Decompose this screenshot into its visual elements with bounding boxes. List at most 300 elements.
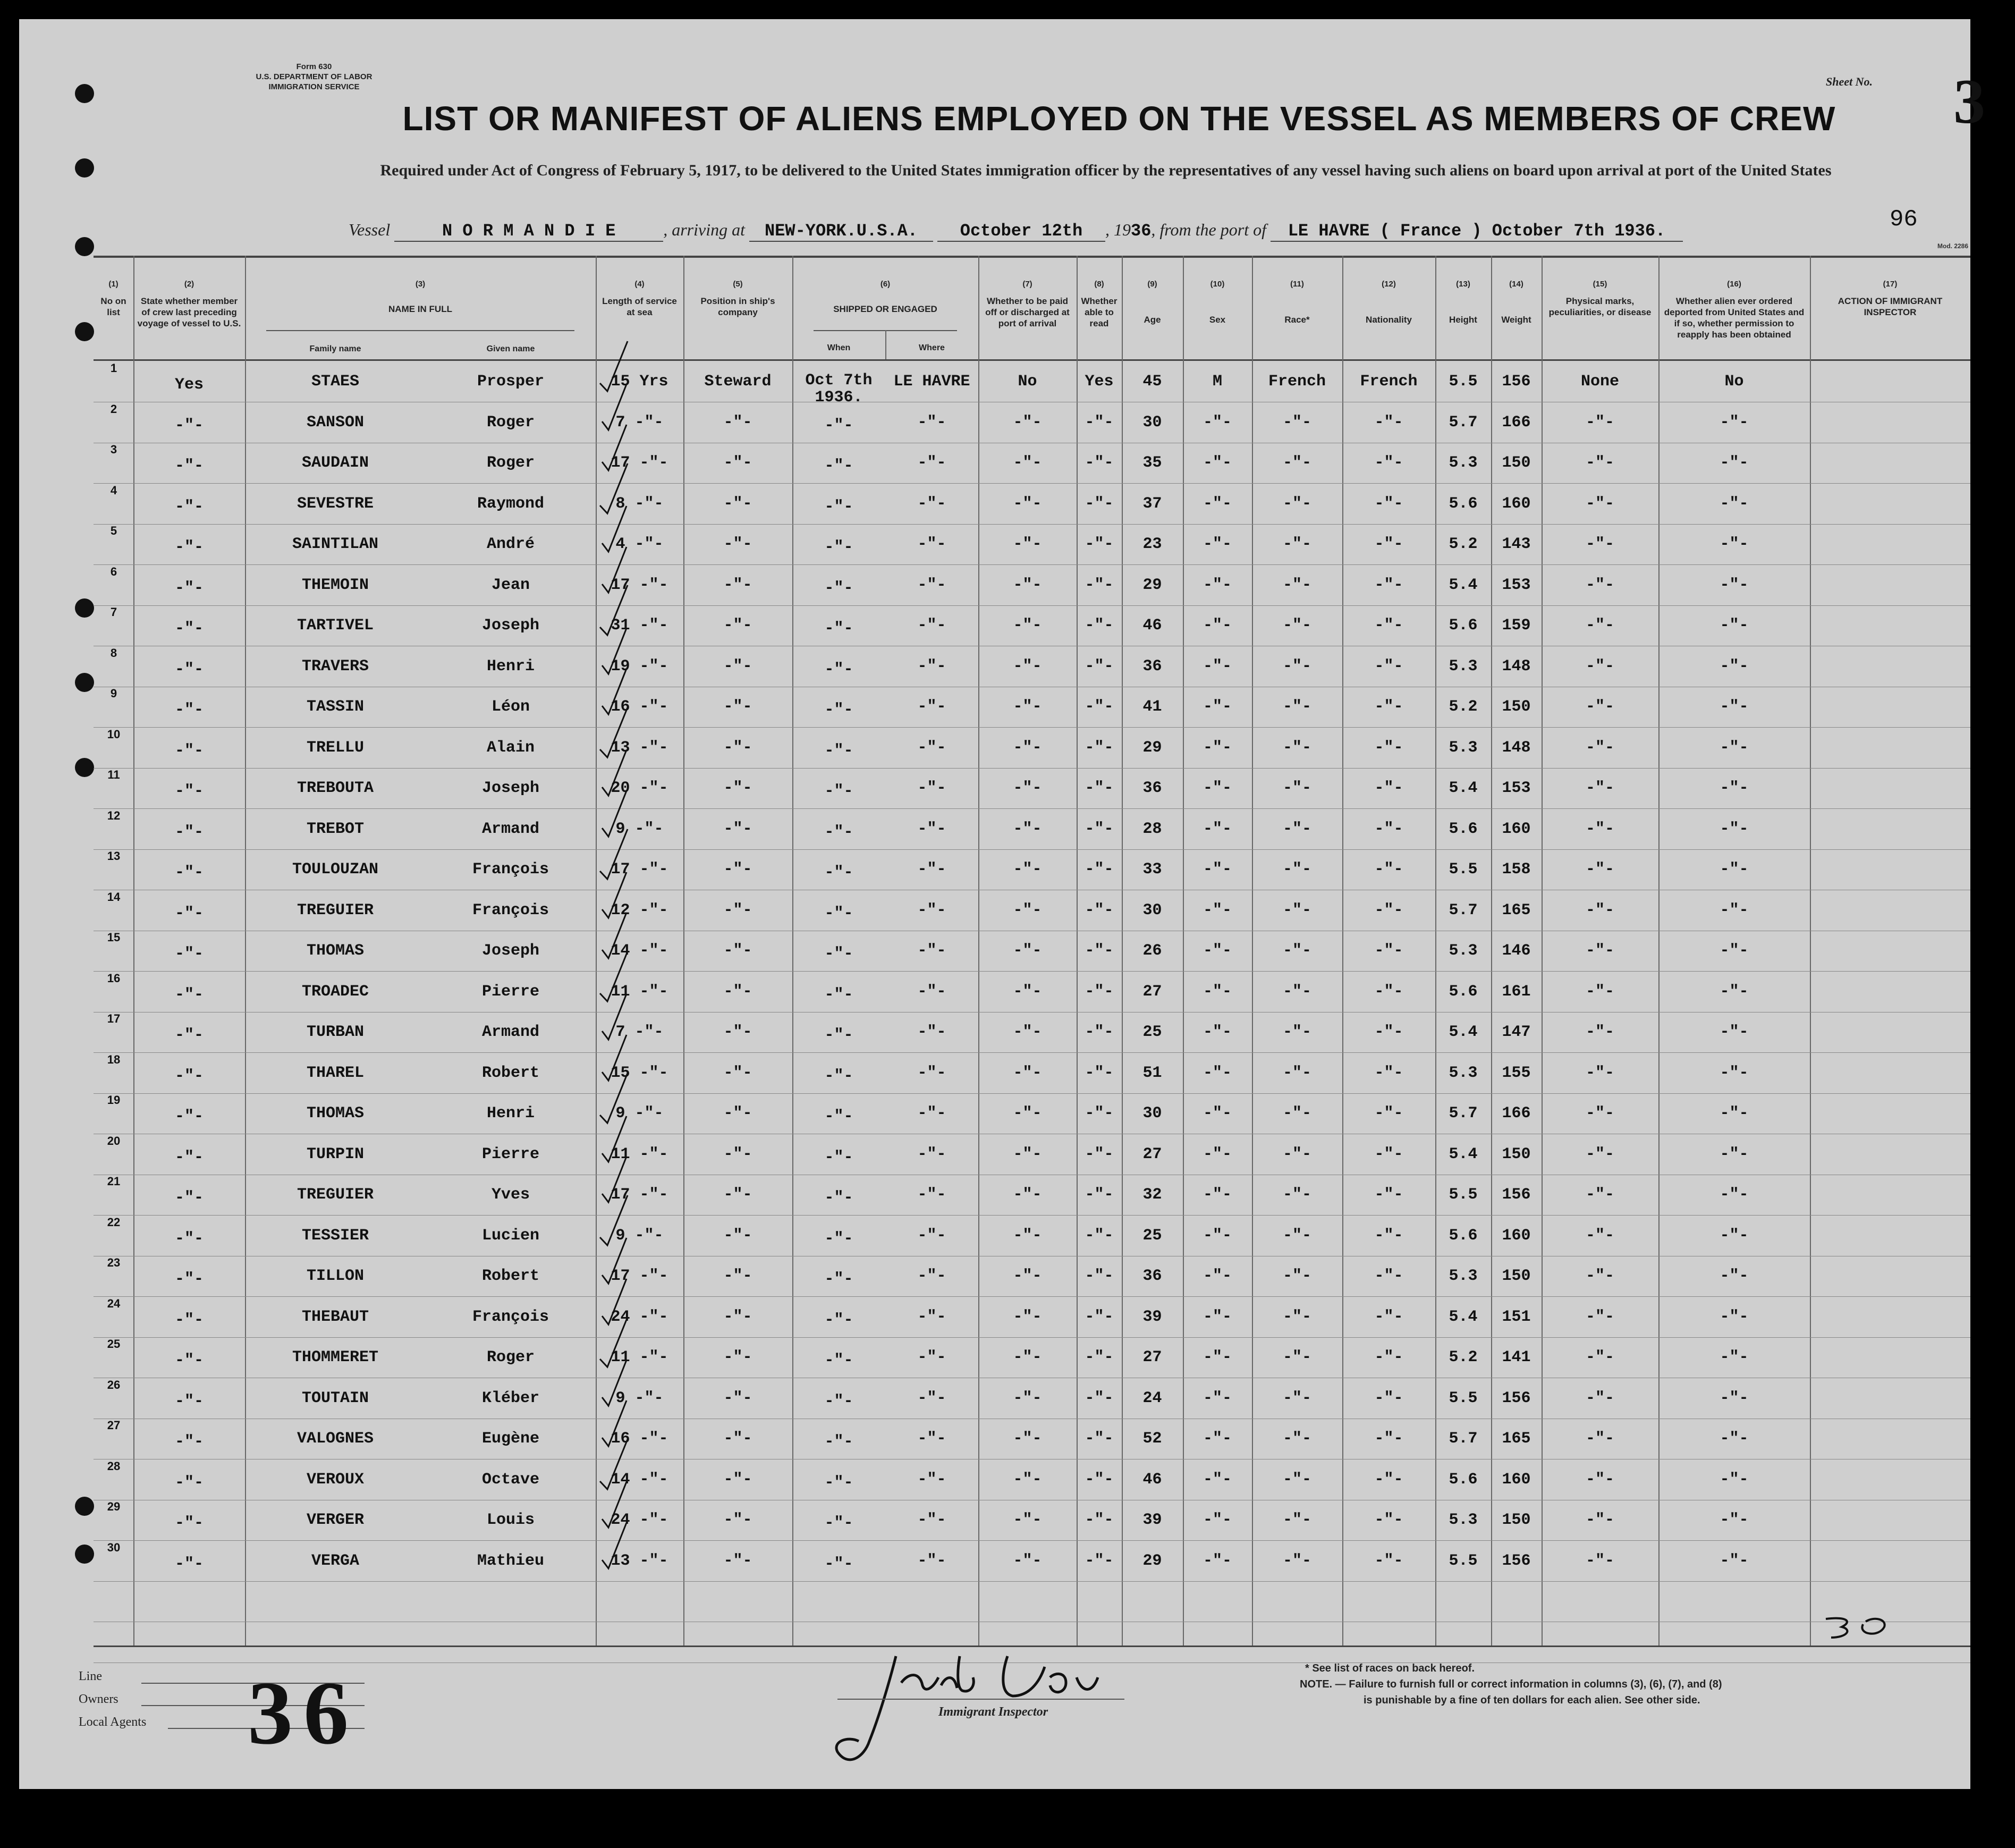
shipped-where-cell: -"- <box>917 1186 946 1204</box>
weight-cell: 150 <box>1502 698 1531 716</box>
paid-off-cell: -"- <box>1013 1471 1042 1489</box>
shipped-where-cell: -"- <box>917 1348 946 1366</box>
physical-marks-cell: -"- <box>1585 454 1614 472</box>
position-cell: -"- <box>723 1104 752 1123</box>
row-number: 28 <box>107 1459 121 1473</box>
deported-cell: -"- <box>1720 1471 1749 1489</box>
sheet-label: Sheet No. <box>1826 75 1873 88</box>
shipped-where-cell: -"- <box>917 698 946 716</box>
weight-cell: 160 <box>1502 1471 1531 1489</box>
height-cell: 5.5 <box>1449 1389 1478 1407</box>
race-cell: -"- <box>1282 1308 1311 1326</box>
shipped-when-cell: -"- <box>824 1026 853 1044</box>
deported-cell: -"- <box>1720 414 1749 432</box>
service-length-cell: 9 -"- <box>615 1104 664 1123</box>
sex-cell: -"- <box>1203 414 1232 432</box>
given-name-cell: François <box>472 1308 549 1326</box>
prev-voyage-cell: -"- <box>174 1352 204 1370</box>
corner-handwritten-mark <box>1815 1587 1911 1640</box>
family-name-cell: TREBOUTA <box>297 779 374 797</box>
binder-hole <box>75 84 94 103</box>
row-number: 18 <box>107 1053 121 1066</box>
shipped-where-cell: -"- <box>917 1552 946 1570</box>
prev-voyage-cell: -"- <box>174 620 204 638</box>
family-name-cell: VALOGNES <box>297 1430 374 1448</box>
sex-cell: -"- <box>1203 1186 1232 1204</box>
shipped-where-cell: -"- <box>917 617 946 635</box>
shipped-where-cell: -"- <box>917 576 946 594</box>
shipped-when-cell: -"- <box>824 1067 853 1085</box>
age-cell: 25 <box>1142 1023 1162 1041</box>
binder-hole <box>75 673 94 692</box>
port-label: , from the port of <box>1151 220 1266 239</box>
prev-voyage-cell: -"- <box>174 1026 204 1044</box>
fine-note <box>1300 1678 1722 1691</box>
height-cell: 5.6 <box>1449 1227 1478 1245</box>
physical-marks-cell: -"- <box>1585 698 1614 716</box>
family-name-cell: TOUTAIN <box>301 1389 369 1407</box>
family-name-cell: TILLON <box>306 1267 365 1285</box>
able-to-read-cell: -"- <box>1085 1267 1114 1285</box>
physical-marks-cell: -"- <box>1585 495 1614 513</box>
age-cell: 46 <box>1142 617 1162 635</box>
family-name-cell: STAES <box>311 373 359 391</box>
position-cell: -"- <box>723 942 752 960</box>
able-to-read-cell: -"- <box>1085 1104 1114 1123</box>
physical-marks-cell: -"- <box>1585 1104 1614 1123</box>
position-cell: -"- <box>723 1145 752 1163</box>
given-name-cell: François <box>472 901 549 919</box>
weight-cell: 143 <box>1502 535 1531 553</box>
physical-marks-cell: -"- <box>1585 1186 1614 1204</box>
position-cell: -"- <box>723 1471 752 1489</box>
race-cell: French <box>1268 373 1326 391</box>
weight-cell: 158 <box>1502 860 1531 879</box>
shipped-when-cell: -"- <box>824 986 853 1004</box>
given-name-cell: Pierre <box>481 983 540 1001</box>
deported-cell: -"- <box>1720 739 1749 757</box>
prev-voyage-cell: -"- <box>174 1230 204 1248</box>
race-cell: -"- <box>1282 1145 1311 1163</box>
column-header-c8: Whether able to read <box>1081 296 1117 328</box>
column-header-c9: Age <box>1144 315 1161 325</box>
age-cell: 46 <box>1142 1471 1162 1489</box>
paid-off-cell: -"- <box>1013 860 1042 879</box>
race-cell: -"- <box>1282 1430 1311 1448</box>
row-number: 21 <box>107 1175 121 1188</box>
given-name-cell: Roger <box>486 454 535 472</box>
physical-marks-cell: -"- <box>1585 1348 1614 1366</box>
physical-marks-cell: -"- <box>1585 983 1614 1001</box>
paid-off-cell: -"- <box>1013 1023 1042 1041</box>
height-cell: 5.5 <box>1449 1552 1478 1570</box>
paid-off-cell: -"- <box>1013 1227 1042 1245</box>
given-name-cell: Roger <box>486 414 535 432</box>
family-name-cell: SANSON <box>306 414 365 432</box>
weight-cell: 153 <box>1502 779 1531 797</box>
age-cell: 30 <box>1142 901 1162 919</box>
age-cell: 27 <box>1142 983 1162 1001</box>
owners-label: Owners <box>79 1692 118 1706</box>
race-cell: -"- <box>1282 1348 1311 1366</box>
note-text: Failure to furnish full or correct information in columns (3), (6), (7), and (8) <box>1349 1678 1722 1690</box>
family-name-cell: TRAVERS <box>301 657 369 676</box>
shipped-where-cell: -"- <box>917 1023 946 1041</box>
position-cell: -"- <box>723 901 752 919</box>
nationality-cell: -"- <box>1374 1308 1403 1326</box>
position-cell: -"- <box>723 860 752 879</box>
position-cell: -"- <box>723 1267 752 1285</box>
physical-marks-cell: -"- <box>1585 1308 1614 1326</box>
service-length-cell: 13 -"- <box>611 739 668 757</box>
sex-cell: -"- <box>1203 495 1232 513</box>
service-length-cell: 14 -"- <box>611 942 668 960</box>
sex-cell: -"- <box>1203 901 1232 919</box>
column-number-c10: (10) <box>1210 280 1225 289</box>
position-cell: -"- <box>723 820 752 838</box>
service-length-cell: 14 -"- <box>611 1471 668 1489</box>
arrival-year: 36 <box>1130 221 1152 241</box>
height-cell: 5.3 <box>1449 1267 1478 1285</box>
able-to-read-cell: -"- <box>1085 942 1114 960</box>
age-cell: 23 <box>1142 535 1162 553</box>
shipped-when-cell: -"- <box>824 1393 853 1411</box>
row-number: 24 <box>107 1297 121 1310</box>
shipped-when-cell: -"- <box>824 823 853 841</box>
arriving-label: , arriving at <box>663 220 745 239</box>
row-rule <box>94 1052 1970 1053</box>
position-cell: -"- <box>723 739 752 757</box>
vessel-line <box>349 220 1683 242</box>
column-number-c14: (14) <box>1509 280 1523 289</box>
shipped-where-cell: -"- <box>917 779 946 797</box>
shipped-when-cell: -"- <box>824 1149 853 1167</box>
row-number: 23 <box>107 1256 121 1269</box>
inspector-label: Immigrant Inspector <box>938 1705 1048 1719</box>
physical-marks-cell: -"- <box>1585 1430 1614 1448</box>
position-cell: -"- <box>723 1023 752 1041</box>
weight-cell: 150 <box>1502 1145 1531 1163</box>
row-number: 9 <box>110 687 117 700</box>
column-number-c8: (8) <box>1094 280 1104 289</box>
prev-voyage-cell: -"- <box>174 905 204 923</box>
row-rule <box>94 808 1970 809</box>
height-cell: 5.6 <box>1449 1471 1478 1489</box>
deported-cell: -"- <box>1720 1348 1749 1366</box>
able-to-read-cell: -"- <box>1085 1552 1114 1570</box>
given-name-cell: Armand <box>481 820 540 838</box>
shipped-where-cell: -"- <box>917 1511 946 1529</box>
family-name-cell: SAINTILAN <box>292 535 379 553</box>
nationality-cell: -"- <box>1374 983 1403 1001</box>
age-cell: 29 <box>1142 1552 1162 1570</box>
shipped-when-cell: -"- <box>824 457 853 475</box>
deported-cell: -"- <box>1720 576 1749 594</box>
family-name-cell: TROADEC <box>301 983 369 1001</box>
position-cell: -"- <box>723 495 752 513</box>
column-header-c11: Race* <box>1284 315 1310 325</box>
sex-cell: -"- <box>1203 1267 1232 1285</box>
row-rule <box>94 483 1970 484</box>
sex-cell: -"- <box>1203 576 1232 594</box>
family-name-cell: THOMAS <box>306 942 365 960</box>
row-rule <box>94 849 1970 850</box>
service-length-cell: 20 -"- <box>611 779 668 797</box>
able-to-read-cell: -"- <box>1085 1064 1114 1082</box>
paid-off-cell: -"- <box>1013 820 1042 838</box>
nationality-cell: -"- <box>1374 1471 1403 1489</box>
able-to-read-cell: -"- <box>1085 1145 1114 1163</box>
paid-off-cell: -"- <box>1013 535 1042 553</box>
family-name-cell: SAUDAIN <box>301 454 369 472</box>
physical-marks-cell: -"- <box>1585 1471 1614 1489</box>
family-name-cell: THAREL <box>306 1064 365 1082</box>
age-cell: 37 <box>1142 495 1162 513</box>
physical-marks-cell: -"- <box>1585 414 1614 432</box>
sex-cell: -"- <box>1203 1430 1232 1448</box>
race-cell: -"- <box>1282 1023 1311 1041</box>
able-to-read-cell: -"- <box>1085 820 1114 838</box>
service-length-cell: 17 -"- <box>611 454 668 472</box>
nationality-cell: French <box>1360 373 1418 391</box>
weight-cell: 161 <box>1502 983 1531 1001</box>
service-length-cell: 11 -"- <box>611 1145 668 1163</box>
arrival-date: October 12th <box>960 221 1083 241</box>
column-header-c3: NAME IN FULL <box>388 304 452 314</box>
height-cell: 5.7 <box>1449 1430 1478 1448</box>
paid-off-cell: -"- <box>1013 901 1042 919</box>
prev-voyage-cell: -"- <box>174 579 204 597</box>
given-name-cell: Octave <box>481 1471 540 1489</box>
nationality-cell: -"- <box>1374 1552 1403 1570</box>
column-header-c10: Sex <box>1209 315 1226 325</box>
deported-cell: -"- <box>1720 535 1749 553</box>
prev-voyage-cell: -"- <box>174 986 204 1004</box>
race-cell: -"- <box>1282 495 1311 513</box>
paid-off-cell: -"- <box>1013 983 1042 1001</box>
prev-voyage-cell: -"- <box>174 1311 204 1329</box>
column-header-c1: No on list <box>100 296 126 317</box>
prev-voyage-cell: -"- <box>174 1189 204 1207</box>
shipped-where-cell: -"- <box>917 1064 946 1082</box>
service-length-cell: 11 -"- <box>611 1348 668 1366</box>
year-prefix: , 19 <box>1105 220 1131 239</box>
age-cell: 26 <box>1142 942 1162 960</box>
sex-cell: -"- <box>1203 1308 1232 1326</box>
nationality-cell: -"- <box>1374 1348 1403 1366</box>
row-number: 10 <box>107 728 121 741</box>
shipped-when-cell: -"- <box>824 1270 853 1288</box>
able-to-read-cell: -"- <box>1085 698 1114 716</box>
age-cell: 27 <box>1142 1145 1162 1163</box>
service-length-cell: 16 -"- <box>611 1430 668 1448</box>
weight-cell: 156 <box>1502 1186 1531 1204</box>
form-number: Form 630 <box>296 62 332 71</box>
column-header-c12: Nationality <box>1366 315 1412 325</box>
paid-off-cell: -"- <box>1013 739 1042 757</box>
given-name-cell: Roger <box>486 1348 535 1366</box>
column-number-c6: (6) <box>880 280 891 289</box>
service-length-cell: 17 -"- <box>611 860 668 879</box>
row-number: 6 <box>110 565 117 578</box>
position-cell: -"- <box>723 779 752 797</box>
height-cell: 5.5 <box>1449 373 1478 391</box>
able-to-read-cell: -"- <box>1085 1308 1114 1326</box>
nationality-cell: -"- <box>1374 1104 1403 1123</box>
physical-marks-cell: -"- <box>1585 1227 1614 1245</box>
column-header-c2: State whether member of crew last preceding voyage of vessel to U.S. <box>137 296 241 328</box>
nationality-cell: -"- <box>1374 454 1403 472</box>
deported-cell: -"- <box>1720 1267 1749 1285</box>
header-bottom-rule <box>94 359 1970 361</box>
deported-cell: -"- <box>1720 1308 1749 1326</box>
weight-cell: 153 <box>1502 576 1531 594</box>
row-number: 1 <box>110 361 117 375</box>
nationality-cell: -"- <box>1374 820 1403 838</box>
service-length-cell: 11 -"- <box>611 983 668 1001</box>
race-cell: -"- <box>1282 779 1311 797</box>
sex-cell: -"- <box>1203 617 1232 635</box>
service-length-cell: 13 -"- <box>611 1552 668 1570</box>
paid-off-cell: -"- <box>1013 454 1042 472</box>
paid-off-cell: -"- <box>1013 1104 1042 1123</box>
vessel-name: N O R M A N D I E <box>442 221 616 241</box>
prev-voyage-cell: -"- <box>174 945 204 963</box>
physical-marks-cell: -"- <box>1585 1267 1614 1285</box>
binder-hole <box>75 1545 94 1564</box>
position-cell: -"- <box>723 1552 752 1570</box>
nationality-cell: -"- <box>1374 1186 1403 1204</box>
deported-cell: -"- <box>1720 657 1749 676</box>
sex-cell: -"- <box>1203 820 1232 838</box>
position-cell: -"- <box>723 1227 752 1245</box>
nationality-cell: -"- <box>1374 1389 1403 1407</box>
column-number-c12: (12) <box>1382 280 1396 289</box>
service-length-cell: 17 -"- <box>611 1267 668 1285</box>
column-header-c17: ACTION OF IMMIGRANT INSPECTOR <box>1838 296 1943 317</box>
column-header-c6: SHIPPED OR ENGAGED <box>833 304 937 314</box>
position-cell: -"- <box>723 454 752 472</box>
shipped-where-cell: -"- <box>917 1389 946 1407</box>
given-name-cell: Eugène <box>481 1430 540 1448</box>
given-name-header: Given name <box>486 344 535 353</box>
service-length-cell: 16 -"- <box>611 698 668 716</box>
nationality-cell: -"- <box>1374 657 1403 676</box>
race-cell: -"- <box>1282 1389 1311 1407</box>
shipped-when-cell: -"- <box>824 1230 853 1248</box>
column-number-c2: (2) <box>184 280 194 289</box>
nationality-cell: -"- <box>1374 1064 1403 1082</box>
shipped-when-cell: -"- <box>824 1352 853 1370</box>
row-rule <box>94 971 1970 972</box>
given-name-cell: Joseph <box>481 779 540 797</box>
shipped-where-cell: -"- <box>917 1471 946 1489</box>
able-to-read-cell: -"- <box>1085 1511 1114 1529</box>
row-number: 19 <box>107 1093 121 1107</box>
deported-cell: -"- <box>1720 1186 1749 1204</box>
race-cell: -"- <box>1282 1471 1311 1489</box>
race-cell: -"- <box>1282 657 1311 676</box>
row-number: 16 <box>107 972 121 985</box>
column-number-c16: (16) <box>1727 280 1741 289</box>
nationality-cell: -"- <box>1374 698 1403 716</box>
family-name-cell: THOMAS <box>306 1104 365 1123</box>
position-cell: -"- <box>723 414 752 432</box>
given-name-cell: François <box>472 860 549 879</box>
able-to-read-cell: -"- <box>1085 414 1114 432</box>
shipped-where-cell: -"- <box>917 454 946 472</box>
sex-cell: -"- <box>1203 454 1232 472</box>
paid-off-cell: -"- <box>1013 1348 1042 1366</box>
shipped-where-cell: LE HAVRE <box>893 373 970 391</box>
list-number-stamp: 36 <box>248 1663 359 1763</box>
weight-cell: 165 <box>1502 1430 1531 1448</box>
sex-cell: M <box>1212 373 1222 391</box>
row-number: 4 <box>110 484 117 497</box>
family-name-cell: THEBAUT <box>301 1308 369 1326</box>
weight-cell: 156 <box>1502 1552 1531 1570</box>
physical-marks-cell: None <box>1580 373 1619 391</box>
prev-voyage-cell: -"- <box>174 1270 204 1288</box>
shipped-when-cell: -"- <box>824 945 853 963</box>
race-cell: -"- <box>1282 983 1311 1001</box>
deported-cell: -"- <box>1720 942 1749 960</box>
able-to-read-cell: -"- <box>1085 454 1114 472</box>
able-to-read-cell: -"- <box>1085 1023 1114 1041</box>
prev-voyage-cell: -"- <box>174 742 204 760</box>
age-cell: 33 <box>1142 860 1162 879</box>
weight-cell: 160 <box>1502 1227 1531 1245</box>
height-cell: 5.5 <box>1449 860 1478 879</box>
column-header-c13: Height <box>1449 315 1477 325</box>
weight-cell: 166 <box>1502 414 1531 432</box>
family-name-cell: SEVESTRE <box>297 495 374 513</box>
column-header-c5: Position in ship's company <box>700 296 775 317</box>
able-to-read-cell: -"- <box>1085 617 1114 635</box>
prev-voyage-cell: -"- <box>174 1108 204 1126</box>
age-cell: 32 <box>1142 1186 1162 1204</box>
family-name-cell: VERGA <box>311 1552 359 1570</box>
race-cell: -"- <box>1282 739 1311 757</box>
binder-hole <box>75 237 94 256</box>
service-length-cell: 4 -"- <box>615 535 664 553</box>
nationality-cell: -"- <box>1374 1430 1403 1448</box>
race-cell: -"- <box>1282 1227 1311 1245</box>
race-cell: -"- <box>1282 820 1311 838</box>
service-length-cell: 15 Yrs <box>611 373 668 391</box>
service-length-cell: 17 -"- <box>611 576 668 594</box>
able-to-read-cell: -"- <box>1085 1471 1114 1489</box>
local-agents-label: Local Agents <box>79 1715 147 1729</box>
note-label: NOTE. — <box>1300 1678 1346 1690</box>
sex-cell: -"- <box>1203 698 1232 716</box>
age-cell: 30 <box>1142 414 1162 432</box>
page-number: 96 <box>1890 206 1918 233</box>
weight-cell: 150 <box>1502 1267 1531 1285</box>
height-cell: 5.6 <box>1449 983 1478 1001</box>
service-length-cell: 12 -"- <box>611 901 668 919</box>
given-name-cell: Henri <box>486 657 535 676</box>
paid-off-cell: -"- <box>1013 942 1042 960</box>
race-cell: -"- <box>1282 942 1311 960</box>
age-cell: 25 <box>1142 1227 1162 1245</box>
age-cell: 28 <box>1142 820 1162 838</box>
able-to-read-cell: -"- <box>1085 1348 1114 1366</box>
column-header-c16: Whether alien ever ordered deported from United States and if so, whether permission to reapply has been obtained <box>1664 296 1805 340</box>
position-cell: -"- <box>723 576 752 594</box>
age-cell: 36 <box>1142 1267 1162 1285</box>
prev-voyage-cell: -"- <box>174 1474 204 1492</box>
